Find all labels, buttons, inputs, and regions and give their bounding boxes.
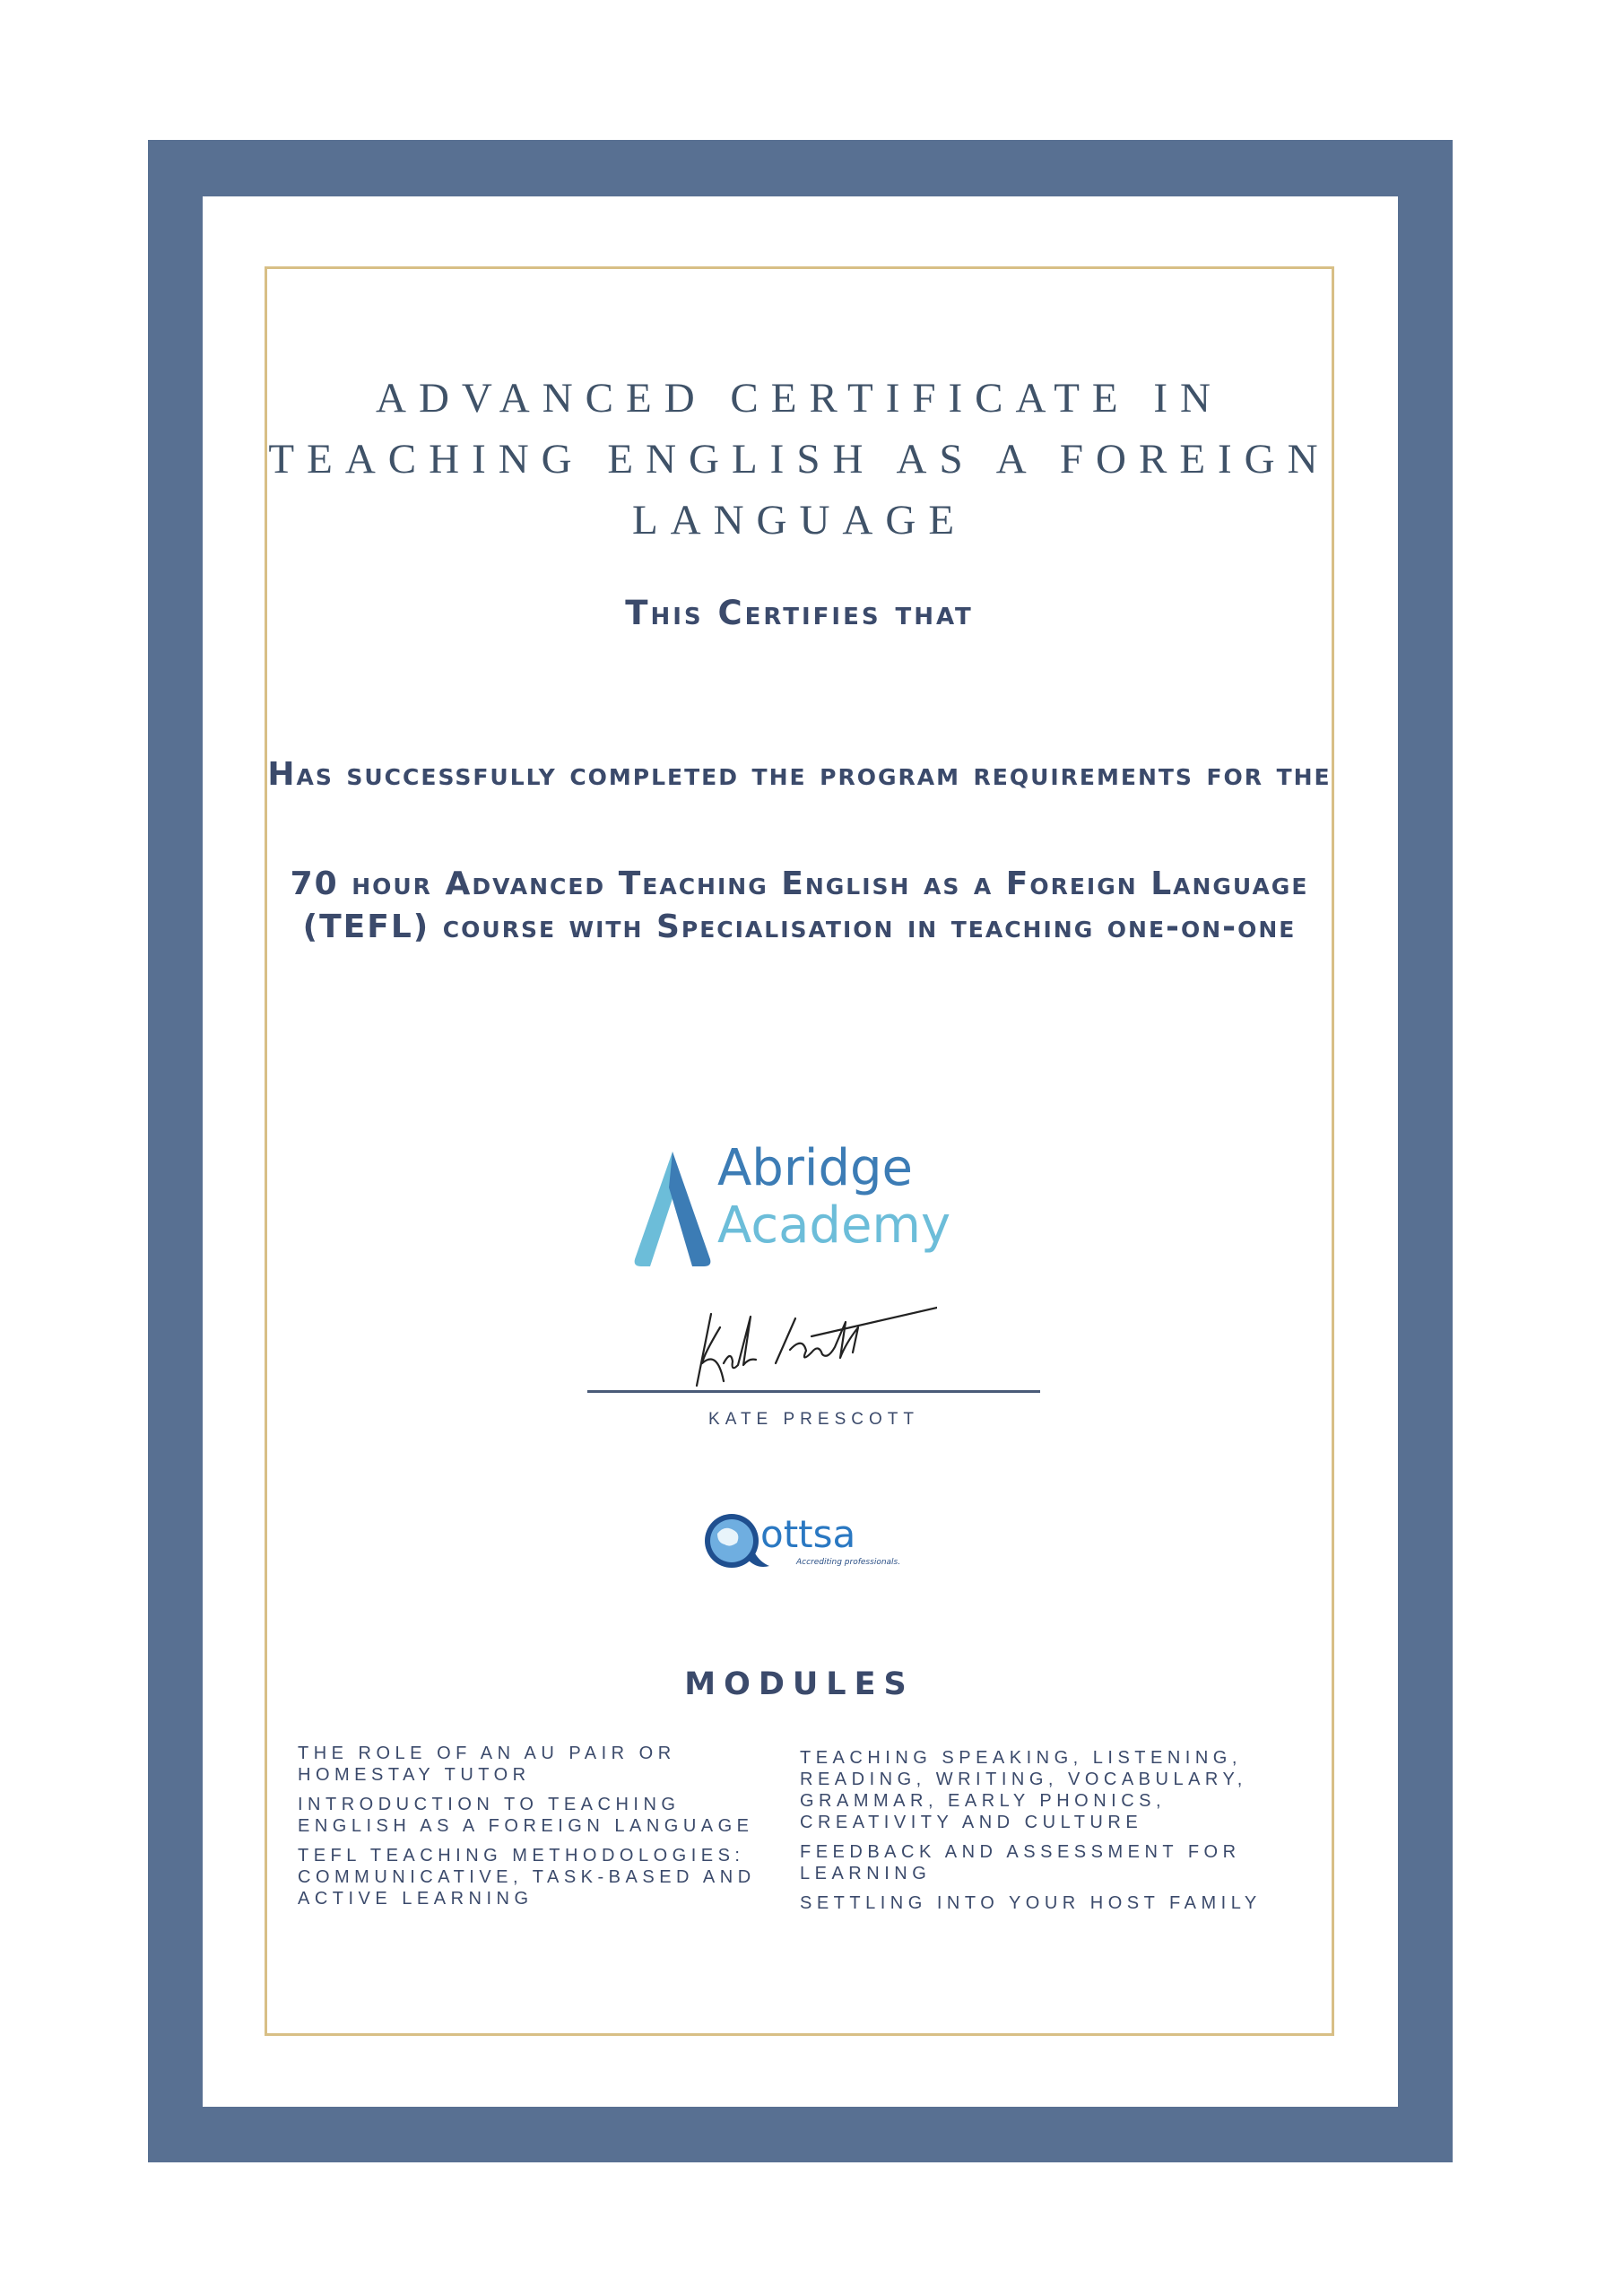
signature-line bbox=[587, 1390, 1040, 1393]
module-item: SETTLING INTO YOUR HOST FAMILY bbox=[800, 1893, 1262, 1913]
module-item: THE ROLE OF AN AU PAIR OR HOMESTAY TUTOR bbox=[298, 1744, 676, 1785]
signature bbox=[668, 1300, 937, 1399]
module-item: FEEDBACK AND ASSESSMENT FOR LEARNING bbox=[800, 1842, 1241, 1883]
modules-left-column bbox=[298, 1743, 800, 1918]
module-item: TEACHING SPEAKING, LISTENING, READING, WRITING, VOCABULARY, GRAMMAR, EARLY PHONICS, CREATIVITY AND CULTURE bbox=[800, 1748, 1247, 1832]
certifies-line: This Certifies that bbox=[625, 594, 974, 632]
ottsa-wordmark: ottsa bbox=[760, 1512, 856, 1556]
abridge-a-mark-icon bbox=[628, 1146, 717, 1272]
course-description: 70 hour Advanced Teaching English as a Foreign Language (TEFL) course with Specialisation in teaching one-on-one bbox=[290, 865, 1309, 945]
module-item: INTRODUCTION TO TEACHING ENGLISH AS A FOREIGN LANGUAGE bbox=[298, 1795, 754, 1836]
completion-line: Has successfully completed the program requirements for the bbox=[267, 756, 1332, 793]
modules-heading: MODULES bbox=[684, 1666, 915, 1702]
ottsa-tagline: Accrediting professionals. bbox=[796, 1558, 901, 1567]
certificate-title: ADVANCED CERTIFICATE IN TEACHING ENGLISH AS A FOREIGN LANGUAGE bbox=[268, 375, 1331, 544]
module-item: TEFL TEACHING METHODOLOGIES: COMMUNICATIVE, TASK-BASED AND ACTIVE LEARNING bbox=[298, 1846, 756, 1909]
abridge-academy-logo bbox=[628, 1139, 977, 1274]
modules-right-column bbox=[800, 1747, 1302, 1922]
signatory-name: KATE PRESCOTT bbox=[708, 1410, 919, 1429]
logo-text-abridge: Abridge bbox=[717, 1139, 913, 1197]
logo-text-academy: Academy bbox=[717, 1196, 951, 1255]
ottsa-logo bbox=[698, 1507, 913, 1578]
